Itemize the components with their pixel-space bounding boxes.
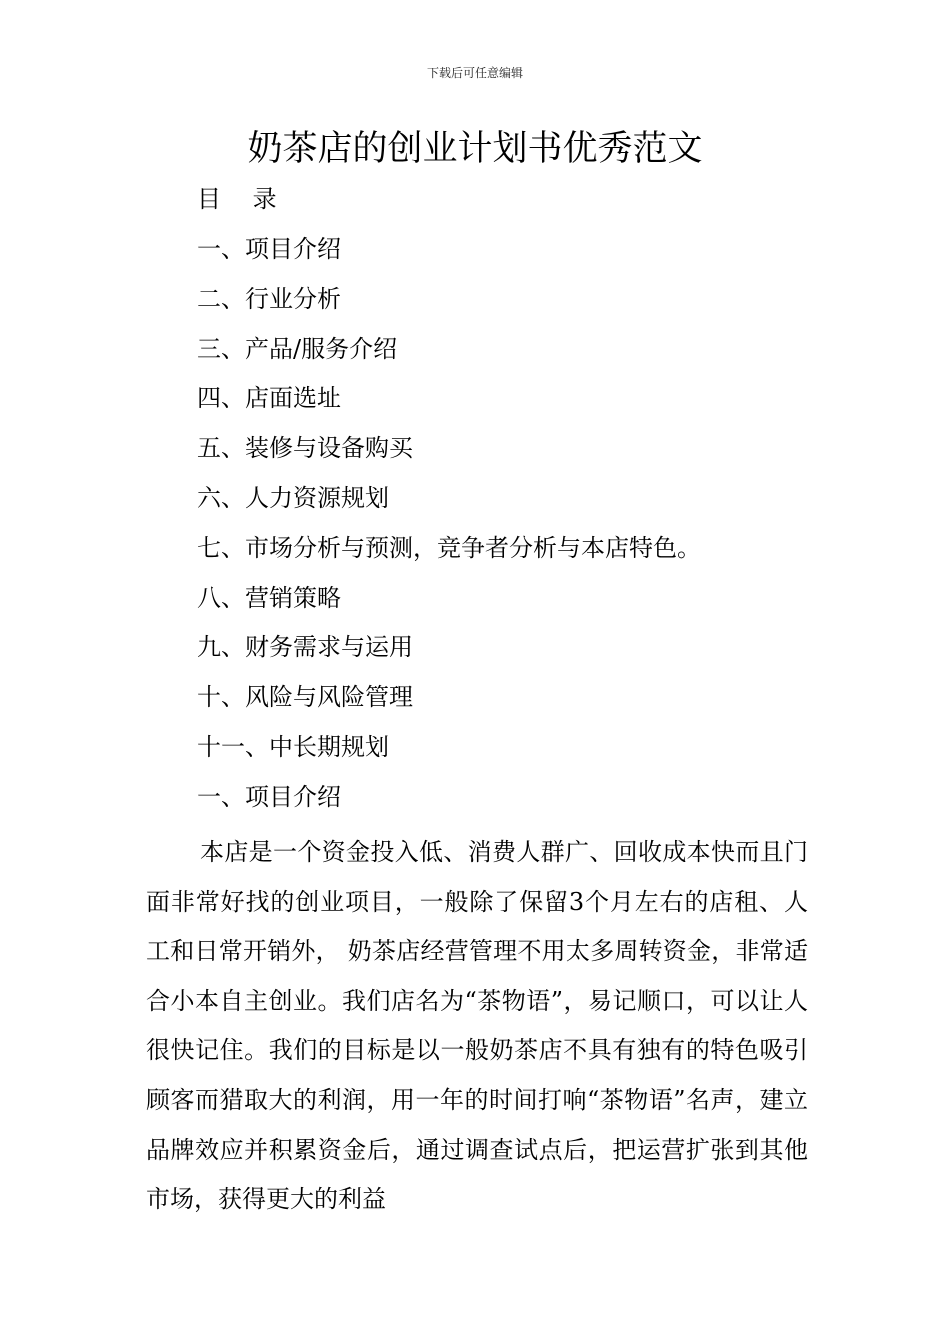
toc-item: 十、风险与风险管理 bbox=[197, 683, 413, 712]
table-of-contents bbox=[197, 231, 701, 779]
toc-item: 十一、中长期规划 bbox=[197, 732, 389, 761]
toc-item: 一、项目介绍 bbox=[197, 235, 341, 263]
toc-heading: 目 录 bbox=[197, 185, 289, 213]
toc-item: 三、产品/服务介绍 bbox=[197, 334, 398, 363]
toc-item: 五、装修与设备购买 bbox=[197, 434, 413, 463]
toc-item: 八、营销策略 bbox=[197, 583, 341, 612]
section-heading: 一、项目介绍 bbox=[197, 783, 341, 811]
document-title: 奶茶店的创业计划书优秀范文 bbox=[247, 129, 703, 169]
toc-item: 六、人力资源规划 bbox=[197, 483, 389, 512]
toc-item: 二、行业分析 bbox=[197, 284, 341, 313]
body-paragraph: 本店是一个资金投入低、消费人群广、回收成本快而且门面非常好找的创业项目，一般除了保留3个月左右的店租、人工和日常开销外， 奶茶店经营管理不用太多周转资金，非常适合小本自主创业。我们店名为“茶物语”，易记顺口，可以让人很快记住。我们的目标是以一般奶茶店不具有独有的特色吸引顾客而猎取大的利润，用一年的时间打响“茶物语”名声，建立品牌效应并积累资金后，通过调查试点后，把运营扩张到其他市场，获得更大的利益 bbox=[146, 838, 808, 1214]
toc-item: 九、财务需求与运用 bbox=[197, 633, 413, 662]
page-header-note: 下载后可任意编辑 bbox=[426, 66, 523, 80]
toc-item: 七、市场分析与预测，竞争者分析与本店特色。 bbox=[197, 533, 701, 562]
toc-item: 四、店面选址 bbox=[197, 384, 341, 413]
